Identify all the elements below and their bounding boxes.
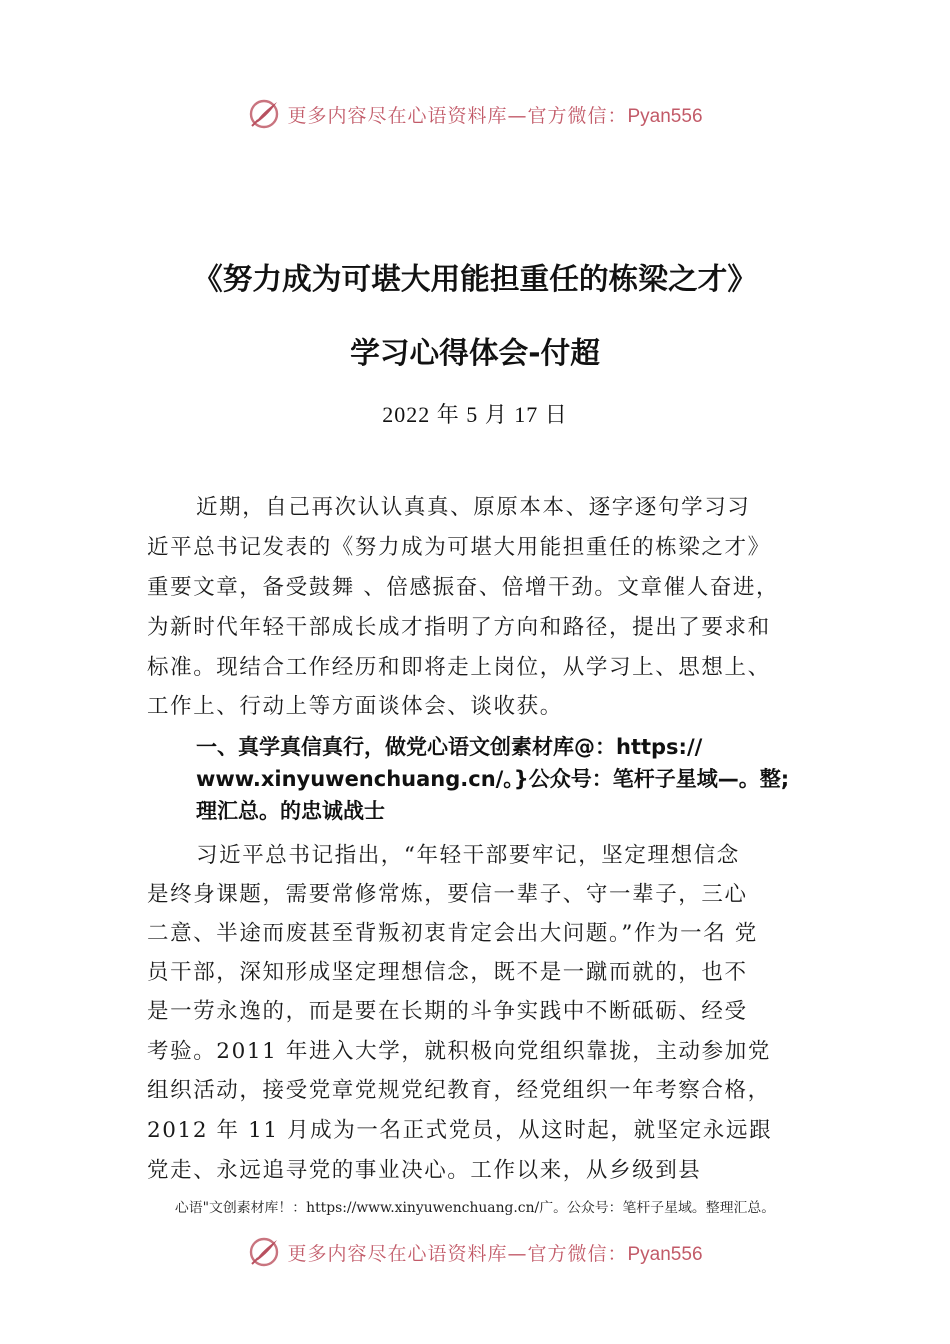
intro-line: 重要文章，备受鼓舞 、倍感振奋、倍增干劲。文章催人奋进， [147, 575, 780, 600]
section-1-heading-line: www.xinyuwenchuang.cn/。}公众号：笔杆子星域—。整; [196, 767, 790, 791]
section-1-body-line: 是一劳永逸的，而是要在长期的斗争实践中不断砥砺、经受 [147, 999, 748, 1024]
banner-wechat-id: Pyan556 [627, 105, 703, 127]
top-banner [0, 92, 950, 136]
section-1-body-line: 组织活动，接受党章党规党纪教育，经党组织一年考察合格， [147, 1078, 771, 1103]
section-1-heading-line: 理汇总。的忠诚战士 [196, 799, 385, 823]
intro-line: 近期，自己再次认认真真、原原本本、逐字逐句学习习 [196, 495, 751, 520]
bottom-banner [0, 1230, 950, 1274]
section-1-body-line: 考验。2011 年进入大学，就积极向党组织靠拢，主动参加党 [147, 1039, 771, 1064]
document-title-line-1: 《努力成为可堪大用能担重任的栋梁之才》 [192, 262, 758, 297]
footer-note: 心语"文创素材库！：https://www.xinyuwenchuang.cn/广。公众号：笔杆子星域。整理汇总。 [174, 1200, 776, 1216]
intro-line: 标准。现结合工作经历和即将走上岗位，从学习上、思想上、 [147, 655, 771, 680]
intro-line: 为新时代年轻干部成长成才指明了方向和路径，提出了要求和 [147, 615, 771, 640]
banner-text: 更多内容尽在心语资料库—官方微信： [287, 1242, 628, 1265]
feather-pen-logo-icon [247, 1235, 281, 1269]
document-date: 2022 年 5 月 17 日 [382, 402, 568, 427]
intro-line: 工作上、行动上等方面谈体会、谈收获。 [147, 694, 563, 719]
section-1-body-line: 党走、永远追寻党的事业决心。工作以来，从乡级到县 [147, 1158, 702, 1183]
section-1-heading-line: 一、真学真信真行，做党心语文创素材库@：https:// [196, 735, 703, 759]
banner-wechat-id: Pyan556 [627, 1243, 703, 1265]
document-title-line-2: 学习心得体会-付超 [350, 336, 600, 371]
feather-pen-logo-icon [247, 97, 281, 131]
section-1-body-line: 2012 年 11 月成为一名正式党员，从这时起，就坚定永远跟 [147, 1118, 773, 1143]
banner-text: 更多内容尽在心语资料库—官方微信： [287, 104, 628, 127]
section-1-body-line: 是终身课题，需要常修常炼，要信一辈子、守一辈子，三心 [147, 882, 748, 907]
section-1-body-line: 习近平总书记指出，“年轻干部要牢记，坚定理想信念 [196, 843, 740, 868]
section-1-body-line: 二意、半途而废甚至背叛初衷肯定会出大问题。”作为一名 党 [147, 921, 758, 946]
intro-line: 近平总书记发表的《努力成为可堪大用能担重任的栋梁之才》 [147, 535, 771, 560]
section-1-body-line: 员干部，深知形成坚定理想信念，既不是一蹴而就的，也不 [147, 960, 748, 985]
